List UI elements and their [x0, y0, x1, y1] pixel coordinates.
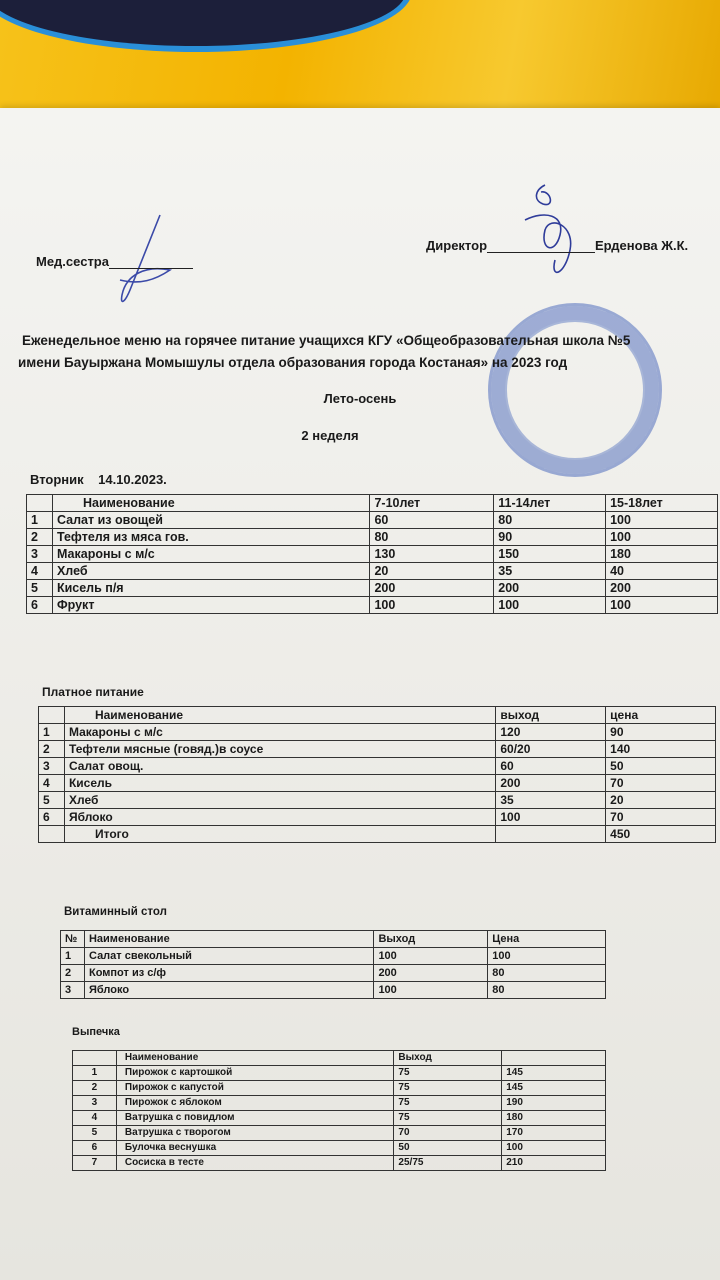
week-label: 2 неделя: [301, 428, 359, 443]
cell: 1: [61, 948, 85, 965]
cell: 20: [606, 792, 716, 809]
table-row: [61, 948, 606, 965]
table-row: [39, 758, 716, 775]
cell: Салат из овощей: [52, 512, 370, 529]
cell: 150: [494, 546, 606, 563]
cell: 100: [494, 597, 606, 614]
cell: 2: [73, 1081, 117, 1096]
nurse-signature-line: [36, 254, 193, 269]
cell: 100: [606, 529, 718, 546]
cell: Макароны с м/с: [64, 724, 495, 741]
director-signature-line: [426, 238, 688, 253]
cell: 3: [39, 758, 65, 775]
cell: Пирожок с картошкой: [116, 1066, 394, 1081]
cell: 100: [502, 1141, 606, 1156]
table-row: [39, 775, 716, 792]
cell: Кисель п/я: [52, 580, 370, 597]
cell: 6: [39, 809, 65, 826]
cell: 35: [496, 792, 606, 809]
decorative-shape: [0, 0, 412, 52]
cell: 100: [488, 948, 606, 965]
header-cell: выход: [496, 707, 606, 724]
cell: 190: [502, 1096, 606, 1111]
table-row: [39, 792, 716, 809]
cell: 6: [27, 597, 53, 614]
cell: 60/20: [496, 741, 606, 758]
cell: 200: [494, 580, 606, 597]
cell: Сосиска в тесте: [116, 1156, 394, 1171]
table-row: [73, 1156, 606, 1171]
cell: 180: [502, 1111, 606, 1126]
cell: 145: [502, 1066, 606, 1081]
cell: Яблоко: [64, 809, 495, 826]
total-row: [39, 826, 716, 843]
cell: 80: [488, 965, 606, 982]
cell: Яблоко: [84, 982, 373, 999]
table-row: [27, 529, 718, 546]
menu-title-line2: имени Бауыржана Момышулы отдела образования города Костаная» на 2023 год: [18, 355, 568, 370]
table-row: [39, 809, 716, 826]
cell: 210: [502, 1156, 606, 1171]
cell: 5: [39, 792, 65, 809]
cell: Фрукт: [52, 597, 370, 614]
cell: 3: [73, 1096, 117, 1111]
cell: 75: [394, 1066, 502, 1081]
cell: Компот из с/ф: [84, 965, 373, 982]
cell: Пирожок с яблоком: [116, 1096, 394, 1111]
cell: 140: [606, 741, 716, 758]
cell: Пирожок с капустой: [116, 1081, 394, 1096]
cell: Ватрушка с повидлом: [116, 1111, 394, 1126]
cell: 80: [488, 982, 606, 999]
header-cell: Наименование: [84, 931, 373, 948]
total-value: 450: [606, 826, 716, 843]
table-row: [27, 580, 718, 597]
cell: 200: [496, 775, 606, 792]
director-name: Ерденова Ж.К.: [595, 238, 689, 253]
cell: 100: [606, 512, 718, 529]
day-name: Вторник: [30, 472, 84, 487]
cell: 50: [394, 1141, 502, 1156]
cell: Хлеб: [64, 792, 495, 809]
cell: 4: [39, 775, 65, 792]
cell: 5: [27, 580, 53, 597]
vitamin-heading: Витаминный стол: [64, 906, 167, 918]
day-line: [30, 472, 167, 487]
cell: 2: [39, 741, 65, 758]
cell: 100: [374, 948, 488, 965]
cell: Хлеб: [52, 563, 370, 580]
cell: 75: [394, 1096, 502, 1111]
cell: 130: [370, 546, 494, 563]
cell: 90: [606, 724, 716, 741]
cell: 100: [606, 597, 718, 614]
cell: Кисель: [64, 775, 495, 792]
header-cell: цена: [606, 707, 716, 724]
table-row: [73, 1111, 606, 1126]
cell: 4: [27, 563, 53, 580]
main-menu-table: [26, 494, 718, 614]
cell: 5: [73, 1126, 117, 1141]
cell: 75: [394, 1081, 502, 1096]
cell: 90: [494, 529, 606, 546]
header-cell: 11-14лет: [494, 495, 606, 512]
cell: 80: [370, 529, 494, 546]
table-row: [73, 1141, 606, 1156]
total-label: Итого: [64, 826, 495, 843]
cell: 75: [394, 1111, 502, 1126]
cell: 200: [374, 965, 488, 982]
bakery-table: [72, 1050, 606, 1171]
cell: 50: [606, 758, 716, 775]
cell: 200: [370, 580, 494, 597]
table-header-row: [73, 1051, 606, 1066]
cell: 100: [496, 809, 606, 826]
cell: 80: [494, 512, 606, 529]
table-row: [27, 563, 718, 580]
cell: 25/75: [394, 1156, 502, 1171]
table-header-row: [39, 707, 716, 724]
cell: 2: [27, 529, 53, 546]
director-label: Директор: [426, 238, 488, 253]
cell: 120: [496, 724, 606, 741]
cell: 1: [39, 724, 65, 741]
day-date: 14.10.2023.: [98, 472, 167, 487]
cell: 60: [496, 758, 606, 775]
cell: 70: [606, 809, 716, 826]
header-cell: 7-10лет: [370, 495, 494, 512]
table-row: [61, 982, 606, 999]
paid-heading: Платное питание: [42, 685, 144, 699]
cell: 7: [73, 1156, 117, 1171]
cell: 1: [27, 512, 53, 529]
header-cell: 15-18лет: [606, 495, 718, 512]
header-cell: Наименование: [52, 495, 370, 512]
table-row: [73, 1096, 606, 1111]
cell: 60: [370, 512, 494, 529]
cell: Булочка веснушка: [116, 1141, 394, 1156]
menu-title-line1: Еженедельное меню на горячее питание учащихся КГУ «Общеобразовательная школа №5: [22, 333, 631, 348]
table-row: [73, 1081, 606, 1096]
table-row: [73, 1066, 606, 1081]
nurse-label: Мед.сестра: [36, 254, 109, 269]
cell: 100: [370, 597, 494, 614]
header-cell: [502, 1051, 606, 1066]
header-cell: Наименование: [116, 1051, 394, 1066]
paid-menu-table: [38, 706, 716, 843]
table-row: [27, 597, 718, 614]
cell: 200: [606, 580, 718, 597]
cell: Тефтеля из мяса гов.: [52, 529, 370, 546]
header-cell: Наименование: [64, 707, 495, 724]
season-label: Лето-осень: [323, 391, 397, 406]
director-signature: [505, 180, 595, 290]
cell: Ватрушка с творогом: [116, 1126, 394, 1141]
cell: 145: [502, 1081, 606, 1096]
table-row: [73, 1126, 606, 1141]
cell: Макароны с м/с: [52, 546, 370, 563]
cell: 4: [73, 1111, 117, 1126]
table-header-row: [61, 931, 606, 948]
cell: 35: [494, 563, 606, 580]
header-cell: Выход: [394, 1051, 502, 1066]
header-cell: Цена: [488, 931, 606, 948]
table-row: [61, 965, 606, 982]
header-cell: [27, 495, 53, 512]
cell: 6: [73, 1141, 117, 1156]
header-cell: Выход: [374, 931, 488, 948]
table-row: [27, 546, 718, 563]
cell: 70: [394, 1126, 502, 1141]
menu-sheet: [0, 108, 720, 1280]
table-header-row: [27, 495, 718, 512]
vitamin-table: [60, 930, 606, 999]
cell: 20: [370, 563, 494, 580]
cell: Салат свекольный: [84, 948, 373, 965]
cell: 40: [606, 563, 718, 580]
table-row: [27, 512, 718, 529]
cell: Тефтели мясные (говяд.)в соусе: [64, 741, 495, 758]
header-cell: [39, 707, 65, 724]
header-cell: №: [61, 931, 85, 948]
cell: 1: [73, 1066, 117, 1081]
cell: 180: [606, 546, 718, 563]
cell: 3: [27, 546, 53, 563]
cell: 170: [502, 1126, 606, 1141]
header-cell: [73, 1051, 117, 1066]
table-row: [39, 724, 716, 741]
cell: 3: [61, 982, 85, 999]
cell: 100: [374, 982, 488, 999]
cell: Салат овощ.: [64, 758, 495, 775]
bakery-heading: Выпечка: [72, 1026, 120, 1038]
cell: 2: [61, 965, 85, 982]
cell: 70: [606, 775, 716, 792]
table-row: [39, 741, 716, 758]
